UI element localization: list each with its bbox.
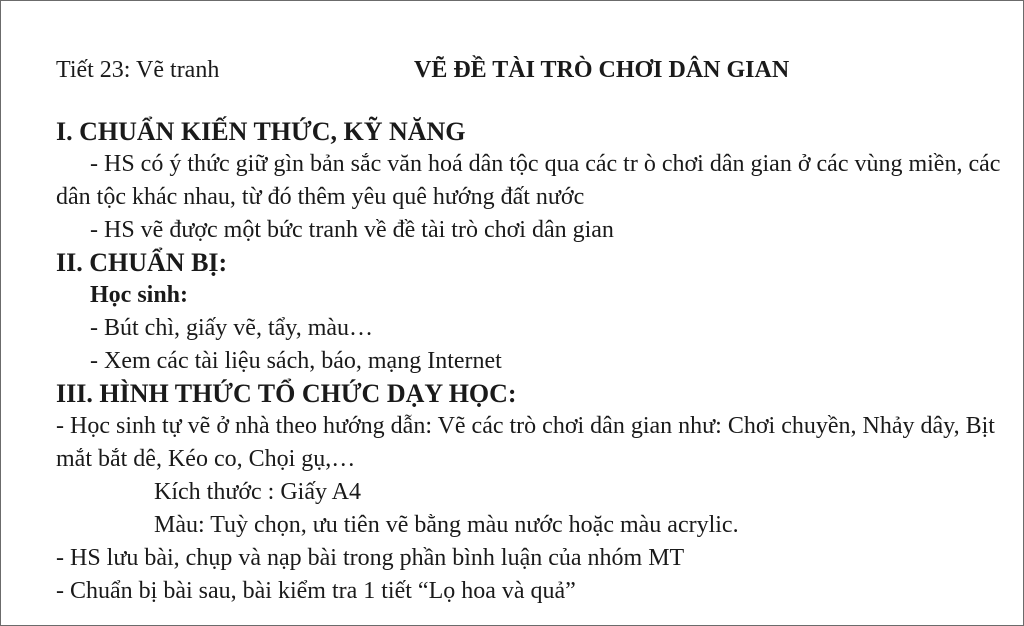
preparation-item-1: - Bút chì, giấy vẽ, tẩy, màu… bbox=[90, 315, 374, 341]
organization-color: Màu: Tuỳ chọn, ưu tiên vẽ bằng màu nước hoặc màu acrylic. bbox=[154, 512, 739, 538]
document-page bbox=[56, 54, 1006, 608]
organization-paragraph-1: - Học sinh tự vẽ ở nhà theo hướng dẫn: Vẽ các trò chơi dân gian như: Chơi chuyền, Nhảy dây, Bịt mắt bắt dê, Kéo co, Chọi gụ,… bbox=[56, 413, 995, 472]
lesson-label: Tiết 23: Vẽ tranh bbox=[56, 57, 220, 83]
document-title: VẼ ĐỀ TÀI TRÒ CHƠI DÂN GIAN bbox=[414, 57, 790, 83]
section-heading-preparation: II. CHUẨN BỊ: bbox=[56, 248, 228, 277]
section-heading-knowledge: I. CHUẨN KIẾN THỨC, KỸ NĂNG bbox=[56, 117, 466, 146]
knowledge-paragraph-2: - HS vẽ được một bức tranh về đề tài trò chơi dân gian bbox=[90, 217, 614, 243]
section-heading-organization: III. HÌNH THỨC TỔ CHỨC DẠY HỌC: bbox=[56, 379, 517, 408]
organization-size: Kích thước : Giấy A4 bbox=[154, 479, 361, 505]
organization-paragraph-3: - Chuẩn bị bài sau, bài kiểm tra 1 tiết “Lọ hoa và quả” bbox=[56, 578, 576, 604]
document-header bbox=[56, 54, 1006, 94]
preparation-subheading-students: Học sinh: bbox=[90, 282, 189, 308]
organization-paragraph-2: - HS lưu bài, chụp và nạp bài trong phần bình luận của nhóm MT bbox=[56, 545, 685, 571]
knowledge-paragraph-1: - HS có ý thức giữ gìn bản sắc văn hoá dân tộc qua các tr ò chơi dân gian ở các vùng miền, các dân tộc khác nhau, từ đó thêm yêu quê hướng đất nước bbox=[56, 151, 1001, 210]
preparation-item-2: - Xem các tài liệu sách, báo, mạng Internet bbox=[90, 348, 502, 374]
